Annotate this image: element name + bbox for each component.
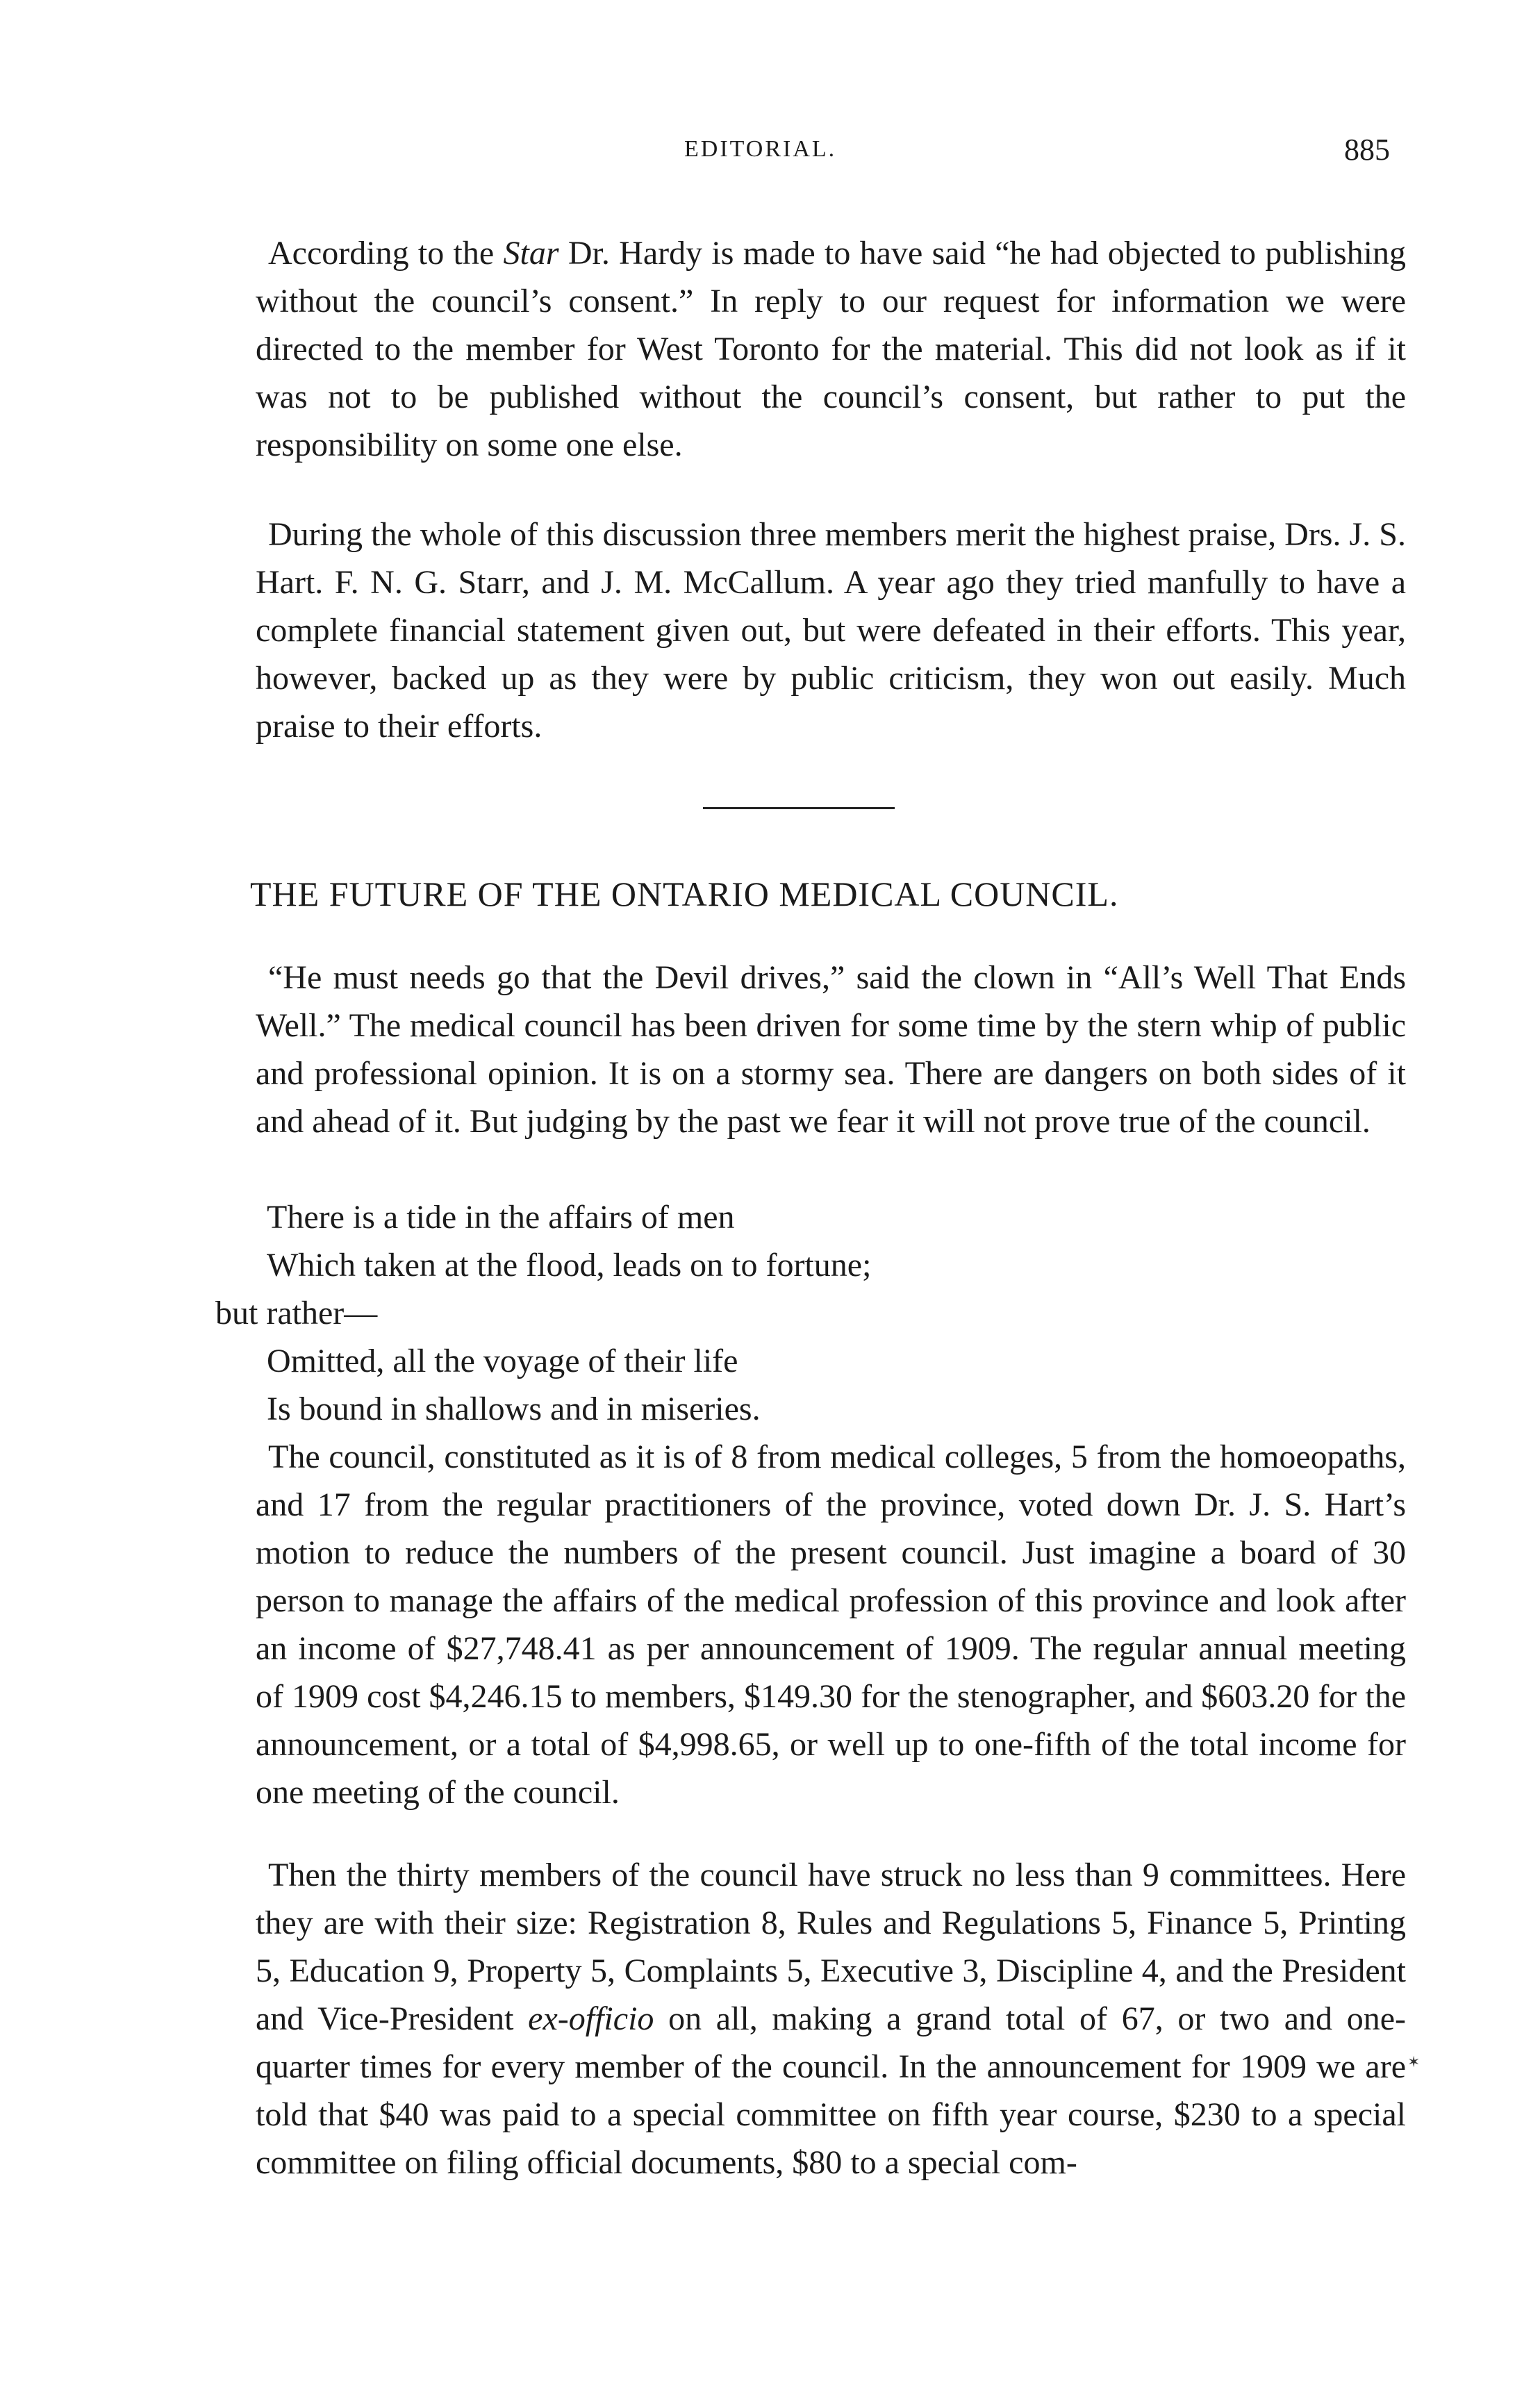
verse-stanza-1 <box>267 1193 871 1289</box>
newspaper-name: Star <box>503 235 559 272</box>
paragraph-star-report-text <box>256 229 1406 469</box>
paragraph-council-constitution <box>256 1433 1406 1816</box>
verse-line: Which taken at the flood, leads on to fortune; <box>267 1247 872 1284</box>
paragraph-members-praise <box>256 511 1406 750</box>
paragraph-text: Dr. Hardy is made to have said “he had objected to publishing without the council’s consent.” In reply to our request for information we were directed to the member for West Toronto for the material. This did not look as if it was not to be published without the council’s consent, but rather to put the responsibility on some one else. <box>256 235 1406 463</box>
verse-line: There is a tide in the affairs of men <box>267 1199 735 1236</box>
verse-connector-text: but rather— <box>215 1295 378 1331</box>
paragraph-council-constitution-text: The council, constituted as it is of 8 from medical colleges, 5 from the homoeopaths, and 17 from the regular practitioners of the province, voted down Dr. J. S. Hart’s motion to reduce the numbers of the present council. Just imagine a board of 30 person to manage the affairs of the medical profession of this province and look after an income of $27,748.41 as per announcement of 1909. The regular annual meeting of 1909 cost $4,246.15 to members, $149.30 for the stenographer, and $603.20 for the announcement, or a total of $4,998.65, or well up to one-fifth of the total income for one meeting of the council. <box>256 1438 1406 1811</box>
running-head <box>0 133 1540 178</box>
running-title: EDITORIAL. <box>684 136 837 162</box>
paragraph-text: Then the thirty members of the council have struck no less than 9 committees. Here they are with their size: Registration 8, Rules and Regulations 5, Finance 5, Printing 5, Education 9, Property 5, Complaints 5, Executive 3, Discipline 4, and the President and Vice-President <box>256 1857 1406 2037</box>
paragraph-committees <box>256 1851 1406 2187</box>
page-number: 885 <box>1344 133 1390 167</box>
verse-line: Omitted, all the voyage of their life <box>267 1343 738 1379</box>
section-divider <box>703 807 895 809</box>
paragraph-committees-text <box>256 1851 1406 2187</box>
paragraph-text: According to the <box>268 235 504 272</box>
verse-stanza-2 <box>267 1337 761 1433</box>
printer-mark-icon: ✶ <box>1407 2053 1421 2071</box>
paragraph-text: on all, making a grand total of 67, or two and one-quarter times for every member of the council. In the announcement for 1909 we are told that $40 was paid to a special committee on fifth year course, $230 to a special committee on filing official documents, $80 to a special com- <box>256 2000 1406 2181</box>
paragraph-star-report <box>256 229 1406 469</box>
verse-connector <box>215 1289 377 1337</box>
section-title: THE FUTURE OF THE ONTARIO MEDICAL COUNCIL. <box>250 874 1119 913</box>
verse-line: Is bound in shallows and in miseries. <box>267 1391 761 1427</box>
latin-term: ex-officio <box>528 2000 654 2037</box>
paragraph-devil-drives-text: “He must needs go that the Devil drives,” said the clown in “All’s Well That Ends Well.” The medical council has been driven for some time by the stern whip of public and professional opinion. It is on a stormy sea. There are dangers on both sides of it and ahead of it. But judging by the past we fear it will not prove true of the council. <box>256 959 1406 1140</box>
paragraph-devil-drives <box>256 954 1406 1145</box>
paragraph-members-praise-text: During the whole of this discussion three members merit the highest praise, Drs. J. S. Hart. F. N. G. Starr, and J. M. McCallum. A year ago they tried manfully to have a complete financial statement given out, but were defeated in their efforts. This year, however, backed up as they were by public criticism, they won out easily. Much praise to their efforts. <box>256 516 1406 745</box>
